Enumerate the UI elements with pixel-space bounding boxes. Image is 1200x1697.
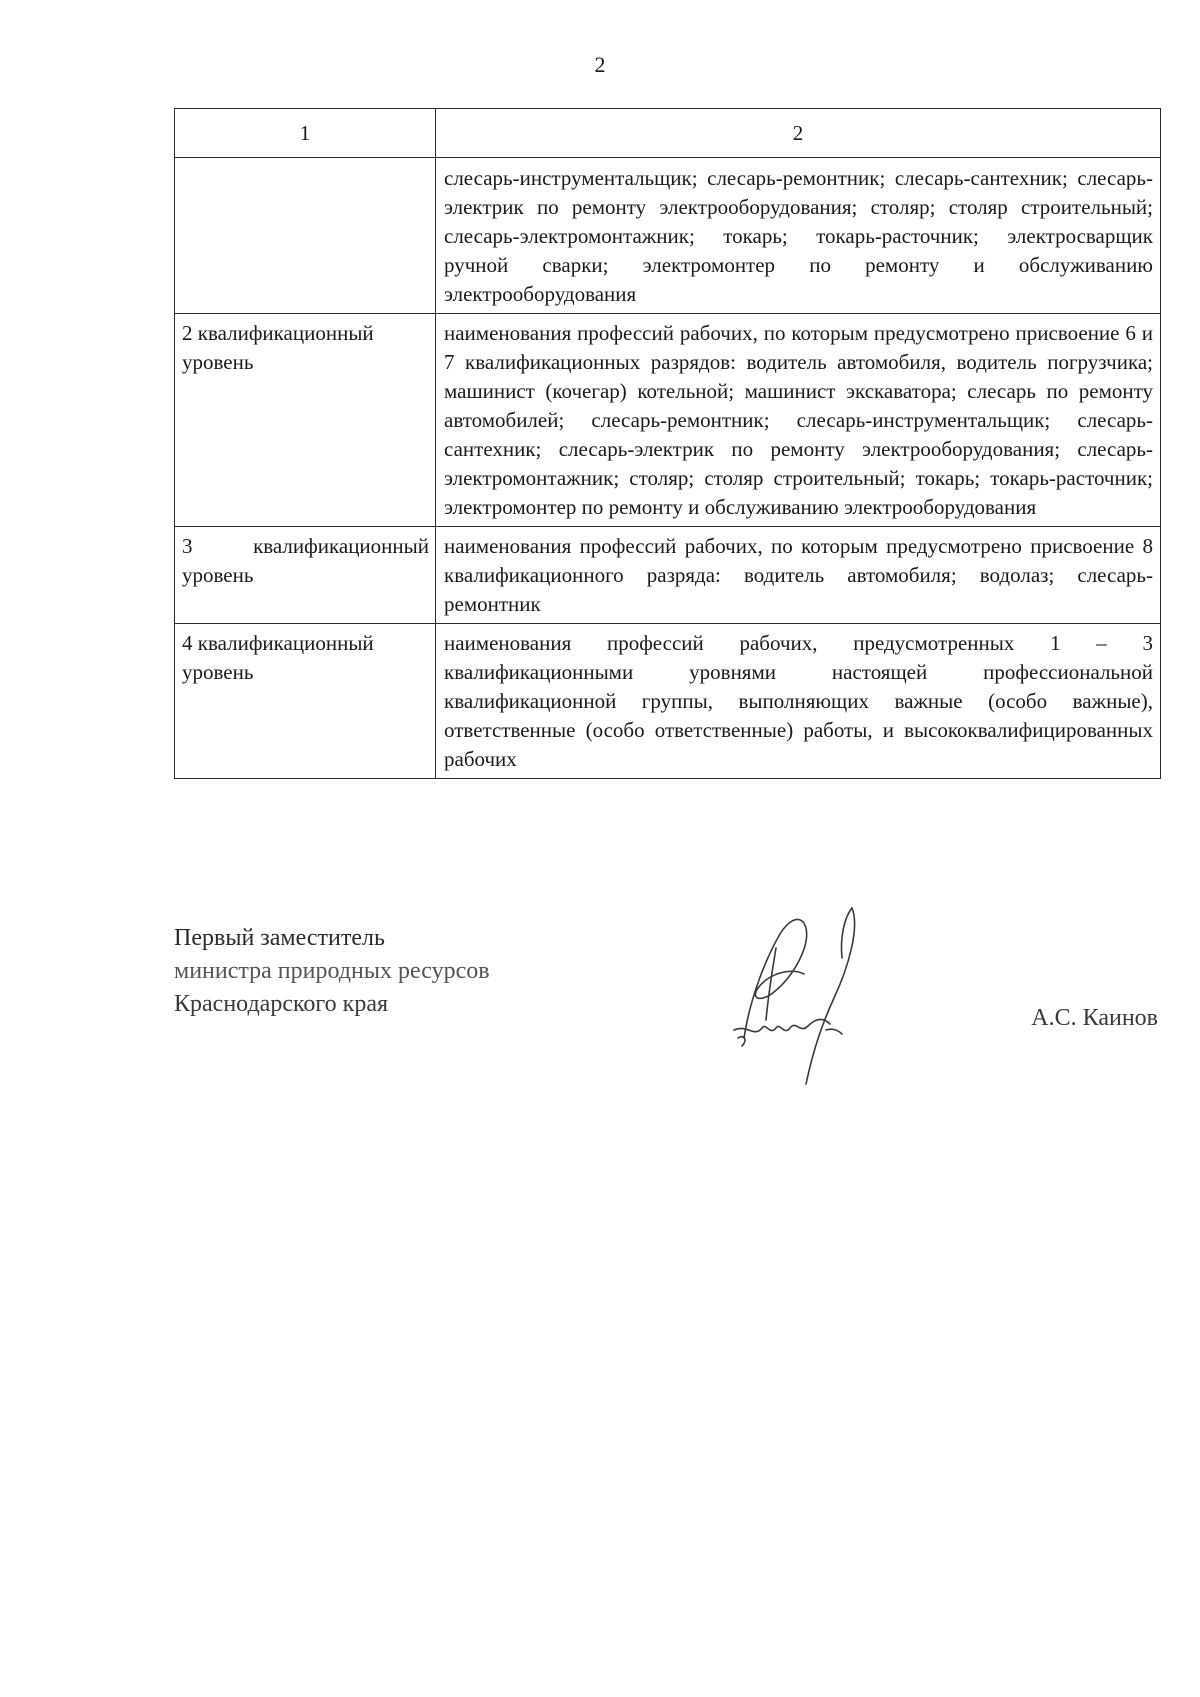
- level-rest: уровень: [182, 563, 254, 587]
- signatory-title-line: Краснодарского края: [174, 991, 389, 1017]
- level-word: квалификационный: [253, 534, 429, 558]
- description-cell: слесарь-инструментальщик; слесарь-ремонтник; слесарь-сантехник; слесарь-электрик по ремонту электрооборудования; столяр; столяр строительный; слесарь-электромонтажник; токарь; токарь-расточник; электросварщик ручной сварки; электромонтер по ремонту и обслуживанию электрооборудования: [436, 158, 1161, 314]
- signatory-name: А.С. Каинов: [1031, 1005, 1158, 1031]
- signatory-title: [174, 922, 490, 1021]
- signatory-title-line: министра природных ресурсов: [174, 958, 490, 984]
- column-header-2: 2: [436, 109, 1161, 158]
- handwritten-signature: [714, 888, 884, 1088]
- table-row: [175, 314, 1161, 527]
- table-header-row: [175, 109, 1161, 158]
- qualification-table: [174, 108, 1161, 779]
- description-cell: наименования профессий рабочих, по которым предусмотрено присвоение 6 и 7 квалификационных разрядов: водитель автомобиля, водитель погрузчика; машинист (кочегар) котельной; машинист экскаватора; слесарь по ремонту автомобилей; слесарь-ремонтник; слесарь-инструментальщик; слесарь-сантехник; слесарь-электрик по ремонту электрооборудования; слесарь-электромонтажник; столяр; столяр строительный; токарь; токарь-расточник; электромонтер по ремонту и обслуживанию электрооборудования: [436, 314, 1161, 527]
- table-row: [175, 158, 1161, 314]
- table-row: [175, 624, 1161, 779]
- description-cell: наименования профессий рабочих, предусмотренных 1 – 3 квалификационными уровнями настоящей профессиональной квалификационной группы, выполняющих важные (особо важные), ответственные (особо ответственные) работы, и высококвалифицированных рабочих: [436, 624, 1161, 779]
- table-row: [175, 527, 1161, 624]
- signatory-title-line: Первый заместитель: [174, 925, 385, 951]
- level-cell: 2 квалификационный уровень: [175, 314, 436, 527]
- description-cell: наименования профессий рабочих, по которым предусмотрено присвоение 8 квалификационного разряда: водитель автомобиля; водолаз; слесарь-ремонтник: [436, 527, 1161, 624]
- level-cell: 4 квалификационный уровень: [175, 624, 436, 779]
- level-cell: [175, 158, 436, 314]
- level-cell: [175, 527, 436, 624]
- level-number: 3: [182, 534, 193, 558]
- page-number: 2: [594, 52, 606, 77]
- column-header-1: 1: [175, 109, 436, 158]
- signature-block: [174, 922, 1160, 1082]
